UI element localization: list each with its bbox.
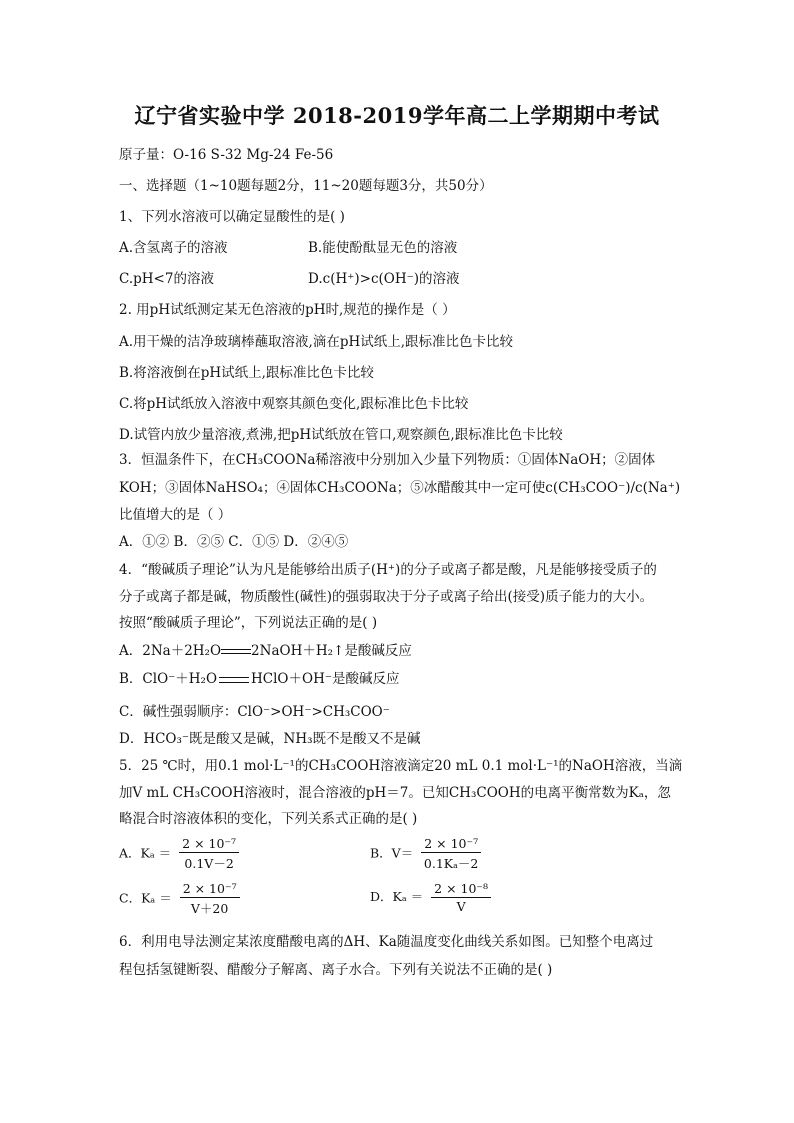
q3-line3: 比值增大的是（ ） [119,507,232,523]
q4-option-b [119,670,399,688]
q1-option-b: B.能使酚酞显无色的溶液 [308,240,458,256]
q6-line1: 6．利用电导法测定某浓度醋酸电离的ΔH、Ka随温度变化曲线关系如图。已知整个电离过 [119,934,654,950]
q4-option-a [119,642,412,660]
fraction-numerator: 2 × 10⁻⁷ [421,836,481,853]
q4-line2: 分子或离子都是碱，物质酸性(碱性)的强弱取决于分子或离子给出(接受)质子能力的大小。 [119,589,654,605]
equilibrium-arrow-icon [219,676,249,684]
atomic-mass-line: 原子量：O-16 S-32 Mg-24 Fe-56 [119,147,334,163]
q1-option-c: C.pH<7的溶液 [119,271,214,287]
equals-bar-icon [221,649,251,655]
q5-line2: 加V mL CH₃COOH溶液时，混合溶液的pH＝7。已知CH₃COOH的电离平衡常数为Kₐ，忽 [119,785,671,801]
q2-option-a: A.用干燥的洁净玻璃棒蘸取溶液,滴在pH试纸上,跟标准比色卡比较 [119,334,514,350]
fraction-denominator: V＋20 [190,901,229,916]
q4-line3: 按照“酸碱质子理论”，下列说法正确的是( ) [119,615,378,631]
q5-option-b-fraction [421,836,481,872]
fraction-numerator: 2 × 10⁻⁷ [180,881,240,898]
q3-line1: 3．恒温条件下，在CH₃COONa稀溶液中分别加入少量下列物质：①固体NaOH；②固体 [119,452,656,468]
q1-stem: 1、下列水溶液可以确定显酸性的是( ) [119,209,345,225]
q5-option-b-label: B．V＝ [370,845,414,861]
q4-option-c: C．碱性强弱顺序：ClO⁻>OH⁻>CH₃COO⁻ [119,704,390,720]
fraction-numerator: 2 × 10⁻⁷ [179,836,239,853]
fraction-denominator: V [456,899,466,914]
q2-option-d: D.试管内放少量溶液,煮沸,把pH试纸放在管口,观察颜色,跟标准比色卡比较 [119,427,563,443]
q2-option-c: C.将pH试纸放入溶液中观察其颜色变化,跟标准比色卡比较 [119,396,469,412]
q5-option-d-label: D．Kₐ ＝ [370,889,424,904]
q1-option-d: D.c(H⁺)>c(OH⁻)的溶液 [308,271,460,287]
q4-option-b-left: B．ClO⁻＋H₂O [119,671,218,687]
q2-stem: 2. 用pH试纸测定某无色溶液的pH时,规范的操作是（ ） [119,302,456,318]
q5-option-a-label: A．Kₐ ＝ [119,845,172,861]
q4-line1: 4．“酸碱质子理论”认为凡是能够给出质子(H⁺)的分子或离子都是酸，凡是能够接受质子的 [119,562,657,578]
q2-option-b: B.将溶液倒在pH试纸上,跟标准比色卡比较 [119,365,374,381]
q1-option-a: A.含氢离子的溶液 [119,240,228,256]
q5-option-a [119,836,239,872]
q3-line2: KOH；③固体NaHSO₄；④固体CH₃COONa；⑤冰醋酸其中一定可使c(CH₃COO⁻)/c(Na⁺) [119,480,681,496]
q4-option-a-left: A．2Na＋2H₂O [119,643,222,659]
q6-line2: 程包括氢键断裂、醋酸分子解离、离子水合。下列有关说法不正确的是( ) [119,962,553,978]
fraction-denominator: 0.1Kₐ－2 [423,856,479,871]
fraction-denominator: 0.1V－2 [184,856,234,871]
q5-option-c-fraction [180,881,240,917]
q4-option-b-right: HClO＋OH⁻是酸碱反应 [251,671,400,687]
q5-option-b [370,836,481,872]
q5-option-c [119,881,240,917]
q4-option-d: D．HCO₃⁻既是酸又是碱，NH₃既不是酸又不是碱 [119,731,421,747]
q3-options: A．①② B．②⑤ C．①⑤ D．②④⑤ [119,534,349,550]
section-heading: 一、选择题（1~10题每题2分，11~20题每题3分，共50分） [119,178,493,194]
fraction-numerator: 2 × 10⁻⁸ [431,881,491,898]
q5-line1: 5．25 ℃时，用0.1 mol·L⁻¹的CH₃COOH溶液滴定20 mL 0.1 mol·L⁻¹的NaOH溶液，当滴 [119,758,683,774]
q5-option-d-fraction [431,881,491,914]
q4-option-a-right: 2NaOH＋H₂↑是酸碱反应 [251,643,412,659]
q5-line3: 略混合时溶液体积的变化，下列关系式正确的是( ) [119,811,418,827]
q5-option-d [370,881,491,914]
q5-option-a-fraction [179,836,239,872]
exam-title: 辽宁省实验中学 2018-2019学年高二上学期期中考试 [134,103,660,128]
q5-option-c-label: C．Kₐ ＝ [119,890,172,906]
